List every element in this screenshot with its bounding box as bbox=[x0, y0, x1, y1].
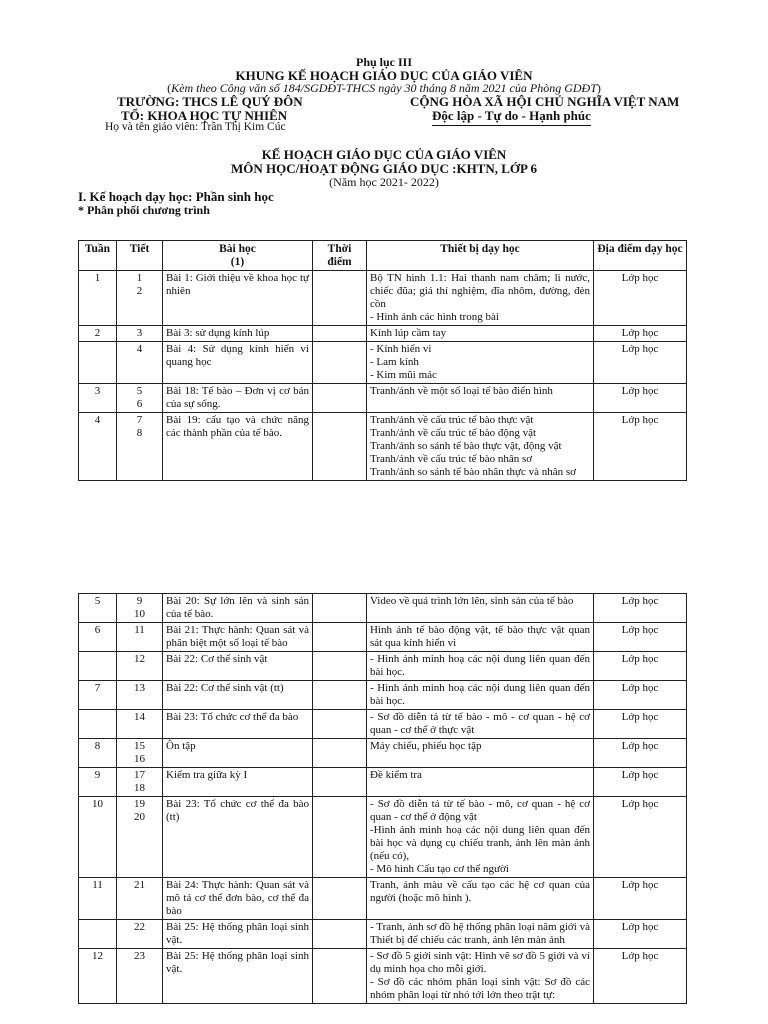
lesson-cell: Ôn tập bbox=[163, 739, 313, 768]
table-row bbox=[79, 326, 687, 342]
venue-cell: Lớp học bbox=[594, 326, 687, 342]
equipment-item: Bộ TN hình 1.1: Hai thanh nam châm; li nước, chiếc đũa; giá thí nghiệm, đĩa nhôm, đường, đèn cồn bbox=[370, 272, 590, 310]
lesson-cell: Bài 25: Hệ thống phân loại sinh vật. bbox=[163, 920, 313, 949]
week-cell: 5 bbox=[79, 594, 117, 623]
equipment-item: - Hình ảnh minh hoạ các nội dung liên quan đến bài học. bbox=[370, 653, 590, 678]
table-row bbox=[79, 797, 687, 878]
lesson-cell: Bài 1: Giới thiệu về khoa học tự nhiên bbox=[163, 271, 313, 326]
equipment-item: Tranh/ảnh so sánh tế bào thực vật, động vật bbox=[370, 440, 562, 452]
period-number: 5 bbox=[136, 385, 143, 397]
equipment-cell bbox=[367, 652, 594, 681]
period-number: 11 bbox=[134, 624, 145, 636]
equipment-cell bbox=[367, 342, 594, 384]
venue-cell: Lớp học bbox=[594, 342, 687, 384]
header-venue: Địa điểm dạy học bbox=[594, 241, 687, 271]
venue-cell: Lớp học bbox=[594, 949, 687, 1004]
lesson-cell: Bài 25: Hệ thống phân loại sinh vật. bbox=[163, 949, 313, 1004]
table-row bbox=[79, 768, 687, 797]
time-cell bbox=[313, 384, 367, 413]
teacher-name: Họ và tên giáo viên: Trần Thị Kim Cúc bbox=[105, 121, 286, 133]
period-cell bbox=[117, 413, 163, 481]
time-cell bbox=[313, 920, 367, 949]
lesson-plan-table-part2 bbox=[78, 593, 687, 1004]
equipment-cell bbox=[367, 623, 594, 652]
table-row bbox=[79, 878, 687, 920]
equipment-item: Tranh/ảnh về cấu trúc tế bào động vật bbox=[370, 427, 537, 439]
national-title: CỘNG HÒA XÃ HỘI CHỦ NGHĨA VIỆT NAM bbox=[410, 94, 680, 109]
appendix-label: Phụ lục III bbox=[355, 55, 413, 69]
time-cell bbox=[313, 271, 367, 326]
period-number: 14 bbox=[134, 711, 145, 723]
equipment-cell bbox=[367, 768, 594, 797]
table-row bbox=[79, 413, 687, 481]
period-number: 1 bbox=[136, 272, 143, 284]
venue-cell: Lớp học bbox=[594, 797, 687, 878]
header-lesson-note: (1) bbox=[230, 256, 245, 268]
week-cell: 2 bbox=[79, 326, 117, 342]
equipment-item: Tranh/ảnh về cấu trúc tế bào thực vật bbox=[370, 414, 534, 426]
equipment-item: Tranh/ảnh so sánh tế bào nhân thực và nhân sơ bbox=[370, 466, 576, 478]
equipment-item: Tranh/ảnh về một số loại tế bào điển hình bbox=[370, 385, 553, 397]
equipment-cell bbox=[367, 878, 594, 920]
equipment-item: Hình ảnh tế bào động vật, tế bào thực vật quan sát qua kính hiển vi bbox=[370, 624, 590, 649]
equipment-item: Kính lúp cầm tay bbox=[370, 327, 447, 339]
time-cell bbox=[313, 342, 367, 384]
table-row bbox=[79, 920, 687, 949]
period-number: 23 bbox=[134, 950, 145, 962]
equipment-cell bbox=[367, 710, 594, 739]
period-number: 16 bbox=[134, 753, 145, 765]
period-cell bbox=[117, 384, 163, 413]
equipment-cell bbox=[367, 681, 594, 710]
lesson-cell: Bài 19: cấu tạo và chức năng các thành phần của tế bào. bbox=[163, 413, 313, 481]
period-cell bbox=[117, 920, 163, 949]
equipment-item: - Tranh, ảnh sơ đồ hệ thống phân loại năm giới và Thiết bị để chiếu các tranh, ảnh lên màn ảnh bbox=[370, 921, 590, 946]
period-cell bbox=[117, 710, 163, 739]
lesson-cell: Bài 21: Thực hành: Quan sát và phân biệt một số loại tế bào bbox=[163, 623, 313, 652]
equipment-item: - Sơ đồ diễn tả từ tế bào - mô, cơ quan - hệ cơ quan - cơ thể ở động vật bbox=[370, 798, 590, 823]
table-row bbox=[79, 623, 687, 652]
week-cell bbox=[79, 342, 117, 384]
time-cell bbox=[313, 623, 367, 652]
equipment-cell bbox=[367, 271, 594, 326]
period-cell bbox=[117, 271, 163, 326]
national-motto: Độc lập - Tự do - Hạnh phúc bbox=[432, 108, 591, 126]
equipment-cell bbox=[367, 384, 594, 413]
header-equipment: Thiết bị dạy học bbox=[367, 241, 594, 271]
table-row bbox=[79, 949, 687, 1004]
time-cell bbox=[313, 413, 367, 481]
period-number: 7 bbox=[136, 414, 143, 426]
week-cell: 3 bbox=[79, 384, 117, 413]
lesson-cell: Bài 23: Tổ chức cơ thể đa bào (tt) bbox=[163, 797, 313, 878]
period-cell bbox=[117, 878, 163, 920]
equipment-item: - Hình ảnh minh hoạ các nội dung liên quan đến bài học. bbox=[370, 682, 590, 707]
department-name: TỔ: KHOA HỌC TỰ NHIÊN bbox=[121, 108, 288, 123]
venue-cell: Lớp học bbox=[594, 681, 687, 710]
week-cell: 9 bbox=[79, 768, 117, 797]
week-cell: 10 bbox=[79, 797, 117, 878]
equipment-item: - Mô hình Cấu tạo cơ thể người bbox=[370, 863, 509, 875]
equipment-item: Tranh/ảnh về cấu trúc tế bào nhân sơ bbox=[370, 453, 533, 465]
venue-cell: Lớp học bbox=[594, 920, 687, 949]
section-heading: I. Kế hoạch dạy học: Phần sinh học bbox=[78, 189, 274, 204]
week-cell bbox=[79, 920, 117, 949]
lesson-cell: Bài 24: Thực hành: Quan sát và mô tả cơ thể đơn bào, cơ thể đa bào bbox=[163, 878, 313, 920]
header-lesson-label: Bài học bbox=[219, 243, 256, 255]
period-number: 12 bbox=[134, 653, 145, 665]
header-lesson bbox=[163, 241, 313, 271]
table-row bbox=[79, 271, 687, 326]
period-number: 6 bbox=[136, 398, 143, 410]
school-year: (Năm học 2021- 2022) bbox=[329, 175, 439, 189]
equipment-cell bbox=[367, 413, 594, 481]
venue-cell: Lớp học bbox=[594, 710, 687, 739]
subtitle-close: ) bbox=[596, 81, 601, 95]
period-cell bbox=[117, 681, 163, 710]
equipment-cell bbox=[367, 326, 594, 342]
subtitle-open: ( bbox=[167, 81, 172, 95]
equipment-cell bbox=[367, 739, 594, 768]
equipment-item: Video về quá trình lớn lên, sinh sản của tế bào bbox=[370, 595, 574, 607]
time-cell bbox=[313, 949, 367, 1004]
lesson-cell: Bài 22: Cơ thể sinh vật bbox=[163, 652, 313, 681]
header-time: Thời điểm bbox=[313, 241, 367, 271]
period-number: 18 bbox=[134, 782, 145, 794]
equipment-item: - Hình ảnh các hình trong bài bbox=[370, 311, 499, 323]
period-cell bbox=[117, 342, 163, 384]
lesson-plan-table-part1 bbox=[78, 240, 687, 481]
section-subheading: * Phân phối chương trình bbox=[78, 203, 210, 217]
equipment-item: - Sơ đồ 5 giới sinh vật: Hình vẽ sơ đồ 5 giới và ví dụ minh họa cho mỗi giới. bbox=[370, 950, 590, 975]
school-name: TRƯỜNG: THCS LÊ QUÝ ĐÔN bbox=[117, 94, 303, 109]
period-cell bbox=[117, 949, 163, 1004]
week-cell: 12 bbox=[79, 949, 117, 1004]
table-row bbox=[79, 652, 687, 681]
period-cell bbox=[117, 594, 163, 623]
time-cell bbox=[313, 797, 367, 878]
period-number: 20 bbox=[134, 811, 145, 823]
lesson-cell: Bài 22: Cơ thể sinh vật (tt) bbox=[163, 681, 313, 710]
time-cell bbox=[313, 739, 367, 768]
time-cell bbox=[313, 878, 367, 920]
table-row bbox=[79, 594, 687, 623]
period-number: 13 bbox=[134, 682, 145, 694]
week-cell: 4 bbox=[79, 413, 117, 481]
equipment-item: Máy chiếu, phiếu học tập bbox=[370, 740, 482, 752]
venue-cell: Lớp học bbox=[594, 384, 687, 413]
equipment-cell bbox=[367, 594, 594, 623]
table-row bbox=[79, 710, 687, 739]
equipment-item: - Sơ đồ diễn tả từ tế bào - mô - cơ quan - hệ cơ quan - cơ thể ở thực vật bbox=[370, 711, 590, 736]
equipment-item: - Kính hiển vi bbox=[370, 343, 432, 355]
venue-cell: Lớp học bbox=[594, 271, 687, 326]
time-cell bbox=[313, 768, 367, 797]
subtitle-text: Kèm theo Công văn số 184/SGDĐT-THCS ngày 30 tháng 8 năm 2021 của Phòng GDĐT bbox=[171, 81, 597, 95]
venue-cell: Lớp học bbox=[594, 652, 687, 681]
time-cell bbox=[313, 594, 367, 623]
equipment-item: -Hình ảnh minh hoạ các nội dung liên quan đến bài học và dụng cụ chiếu tranh, ảnh lên màn ảnh (nếu có), bbox=[370, 824, 590, 862]
header-period: Tiết bbox=[117, 241, 163, 271]
equipment-cell bbox=[367, 797, 594, 878]
period-number: 2 bbox=[136, 285, 143, 297]
period-number: 15 bbox=[134, 740, 145, 752]
plan-title: KẾ HOẠCH GIÁO DỤC CỦA GIÁO VIÊN bbox=[261, 147, 507, 162]
time-cell bbox=[313, 326, 367, 342]
period-cell bbox=[117, 623, 163, 652]
time-cell bbox=[313, 681, 367, 710]
week-cell: 8 bbox=[79, 739, 117, 768]
venue-cell: Lớp học bbox=[594, 739, 687, 768]
week-cell: 6 bbox=[79, 623, 117, 652]
lesson-cell: Bài 23: Tổ chức cơ thể đa bào bbox=[163, 710, 313, 739]
frame-title: KHUNG KẾ HOẠCH GIÁO DỤC CỦA GIÁO VIÊN bbox=[235, 68, 533, 83]
period-cell bbox=[117, 797, 163, 878]
period-cell bbox=[117, 739, 163, 768]
lesson-cell: Bài 20: Sự lớn lên và sinh sản của tế bào. bbox=[163, 594, 313, 623]
table-row bbox=[79, 384, 687, 413]
period-number: 22 bbox=[134, 921, 145, 933]
equipment-item: Đề kiểm tra bbox=[370, 769, 422, 781]
equipment-item: - Lam kính bbox=[370, 356, 419, 368]
table-row bbox=[79, 342, 687, 384]
lesson-cell: Bài 18: Tế bào – Đơn vị cơ bản của sự sống. bbox=[163, 384, 313, 413]
period-cell bbox=[117, 326, 163, 342]
period-cell bbox=[117, 768, 163, 797]
equipment-cell bbox=[367, 920, 594, 949]
table-row bbox=[79, 681, 687, 710]
table-row bbox=[79, 739, 687, 768]
lesson-cell: Bài 3: sử dụng kính lúp bbox=[163, 326, 313, 342]
period-number: 10 bbox=[134, 608, 145, 620]
week-cell: 11 bbox=[79, 878, 117, 920]
header-week: Tuần bbox=[79, 241, 117, 271]
venue-cell: Lớp học bbox=[594, 413, 687, 481]
equipment-cell bbox=[367, 949, 594, 1004]
period-number: 8 bbox=[136, 427, 143, 439]
lesson-cell: Bài 4: Sử dụng kính hiển vi quang học bbox=[163, 342, 313, 384]
period-number: 21 bbox=[134, 879, 145, 891]
time-cell bbox=[313, 652, 367, 681]
week-cell bbox=[79, 710, 117, 739]
period-number: 3 bbox=[136, 327, 143, 339]
equipment-item: - Sơ đồ các nhóm phân loại sinh vật: Sơ đồ các nhóm phân loại từ nhỏ tới lớn theo trật tự: bbox=[370, 976, 590, 1001]
venue-cell: Lớp học bbox=[594, 594, 687, 623]
lesson-cell: Kiểm tra giữa kỳ I bbox=[163, 768, 313, 797]
week-cell: 1 bbox=[79, 271, 117, 326]
period-number: 19 bbox=[134, 798, 145, 810]
venue-cell: Lớp học bbox=[594, 768, 687, 797]
time-cell bbox=[313, 710, 367, 739]
period-number: 4 bbox=[136, 343, 143, 355]
week-cell: 7 bbox=[79, 681, 117, 710]
period-number: 17 bbox=[134, 769, 145, 781]
period-number: 9 bbox=[136, 595, 143, 607]
venue-cell: Lớp học bbox=[594, 878, 687, 920]
table-header-row bbox=[79, 241, 687, 271]
week-cell bbox=[79, 652, 117, 681]
venue-cell: Lớp học bbox=[594, 623, 687, 652]
plan-subject: MÔN HỌC/HOẠT ĐỘNG GIÁO DỤC :KHTN, LỚP 6 bbox=[231, 161, 537, 176]
equipment-item: Tranh, ảnh màu về cấu tạo các hệ cơ quan của người (hoặc mô hình ). bbox=[370, 879, 590, 904]
period-cell bbox=[117, 652, 163, 681]
equipment-item: - Kim mũi mác bbox=[370, 369, 437, 381]
